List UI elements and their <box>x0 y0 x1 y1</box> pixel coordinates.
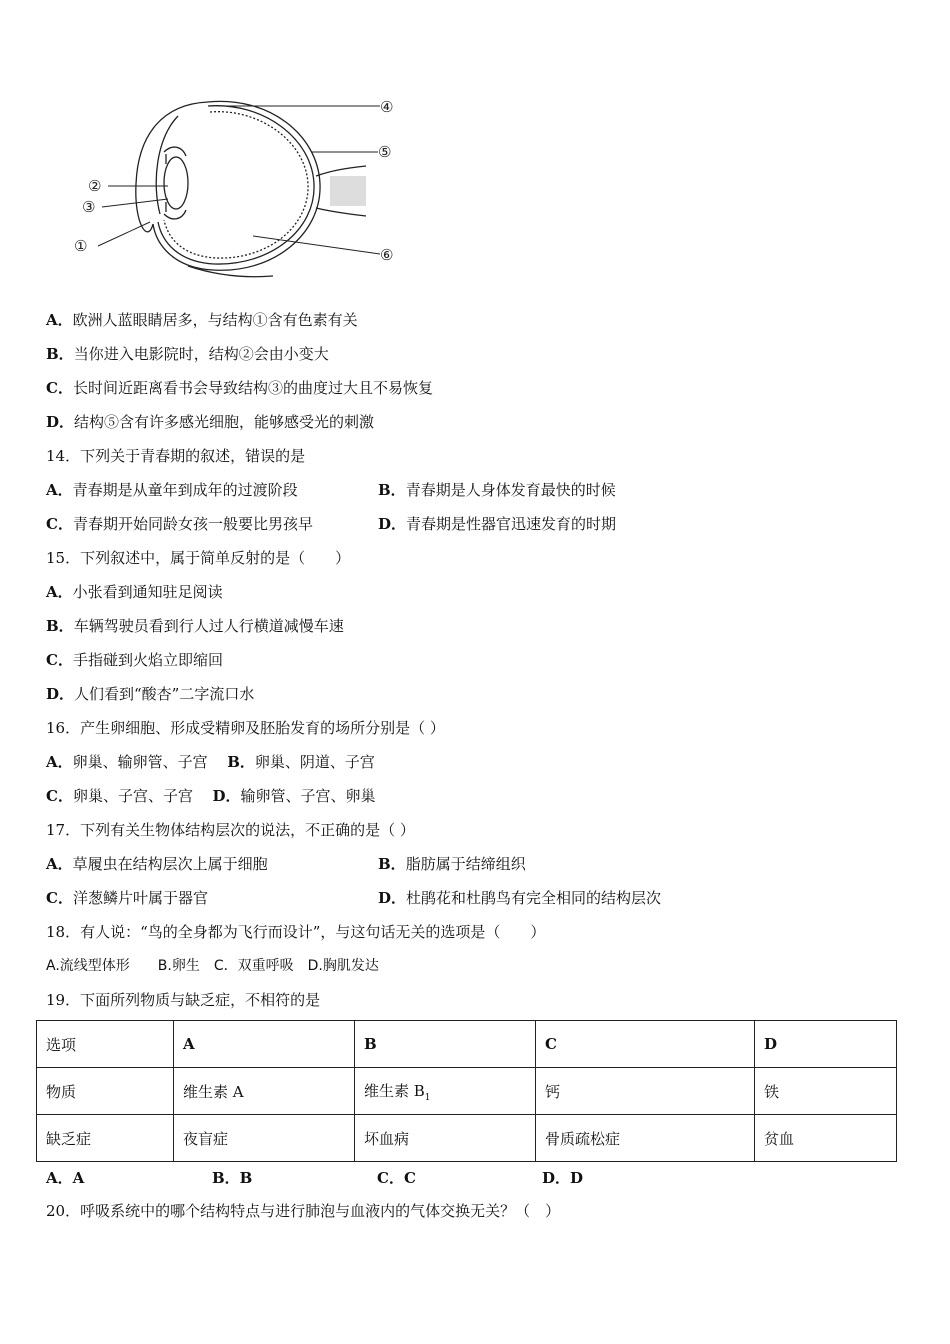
q17-stem: 17．下列有关生物体结构层次的说法，不正确的是（ ） <box>46 821 415 839</box>
eye-structure-diagram <box>68 94 408 284</box>
option-text: 青春期是从童年到成年的过渡阶段 <box>72 481 298 499</box>
label-3: ③ <box>82 198 96 216</box>
q15-stem: 15．下列叙述中，属于简单反射的是（ ） <box>46 549 351 567</box>
option-text: 草履虫在结构层次上属于细胞 <box>72 855 268 873</box>
option-text: 人们看到“酸杏”二字流口水 <box>74 685 255 703</box>
q14-option-d <box>378 514 616 534</box>
q19-stem: 19．下面所列物质与缺乏症，不相符的是 <box>46 991 321 1009</box>
option-text: 长时间近距离看书会导致结构③的曲度过大且不易恢复 <box>72 379 433 397</box>
option-letter: A． <box>46 311 73 329</box>
option-letter: A． <box>46 855 73 873</box>
option-letter: C． <box>46 379 73 397</box>
table-cell: 物质 <box>37 1068 174 1115</box>
q13-option-c <box>46 378 433 398</box>
cell-text: 维生素 A <box>183 1082 244 1101</box>
option-letter: A． <box>46 753 73 771</box>
option-letter: D． <box>212 787 241 805</box>
option-letter: A． <box>46 583 73 601</box>
option-letter: B． <box>378 855 406 873</box>
q19-answer-c: C．C <box>377 1169 416 1187</box>
table-cell: D <box>755 1021 897 1068</box>
option-letter: A． <box>46 481 73 499</box>
option-text: 卵巢、子宫、子宫 <box>72 787 193 805</box>
q17-option-a <box>46 854 268 874</box>
q16-options-line1 <box>46 752 375 772</box>
q16-stem: 16．产生卵细胞、形成受精卵及胚胎发育的场所分别是（ ） <box>46 719 445 737</box>
q13-option-d <box>46 412 374 432</box>
q19-answer-d: D．D <box>542 1169 584 1187</box>
table-cell: 选项 <box>37 1021 174 1068</box>
option-letter: C． <box>46 651 73 669</box>
q13-option-a <box>46 310 358 330</box>
q14-option-a <box>46 480 298 500</box>
option-letter: D． <box>378 515 407 533</box>
table-cell: C <box>536 1021 755 1068</box>
table-cell: 骨质疏松症 <box>536 1115 755 1162</box>
q15-option-b <box>46 616 344 636</box>
q17-option-b <box>378 854 526 874</box>
option-text: 杜鹃花和杜鹃鸟有完全相同的结构层次 <box>406 889 662 907</box>
q14-option-c <box>46 514 313 534</box>
option-letter: B． <box>46 345 74 363</box>
option-text: 当你进入电影院时，结构②会由小变大 <box>73 345 329 363</box>
option-text: 手指碰到火焰立即缩回 <box>72 651 223 669</box>
q17-option-d <box>378 888 661 908</box>
option-letter: D． <box>378 889 407 907</box>
q17-option-c <box>46 888 208 908</box>
label-2: ② <box>88 177 102 195</box>
option-letter: D． <box>46 413 75 431</box>
eye-lens <box>164 157 188 209</box>
option-text: 卵巢、输卵管、子宫 <box>72 753 208 771</box>
q15-option-d <box>46 684 254 704</box>
table-cell: A <box>174 1021 355 1068</box>
q18-options: A.流线型体形 B.卵生 C．双重呼吸 D.胸肌发达 <box>46 958 379 974</box>
option-text: 欧洲人蓝眼睛居多，与结构①含有色素有关 <box>72 311 358 329</box>
option-letter: C． <box>46 787 73 805</box>
option-text: 结构⑤含有许多感光细胞，能够感受光的刺激 <box>74 413 375 431</box>
label-1: ① <box>74 237 88 255</box>
label-6: ⑥ <box>380 246 394 264</box>
table-cell: 坏血病 <box>355 1115 536 1162</box>
q14-option-b <box>378 480 616 500</box>
q14-stem: 14．下列关于青春期的叙述，错误的是 <box>46 447 306 465</box>
option-text: 车辆驾驶员看到行人过人行横道减慢车速 <box>73 617 344 635</box>
q20-stem: 20．呼吸系统中的哪个结构特点与进行肺泡与血液内的气体交换无关？（ ） <box>46 1202 561 1220</box>
option-letter: B． <box>46 617 74 635</box>
table-row <box>37 1068 897 1115</box>
table-cell: 夜盲症 <box>174 1115 355 1162</box>
option-letter: B． <box>378 481 406 499</box>
option-text: 卵巢、阴道、子宫 <box>254 753 375 771</box>
table-cell <box>355 1068 536 1115</box>
q15-option-a <box>46 582 223 602</box>
table-cell: 缺乏症 <box>37 1115 174 1162</box>
table-cell: 铁 <box>755 1068 897 1115</box>
cell-text: 维生素 B <box>364 1081 425 1100</box>
eye-sclera <box>153 101 320 270</box>
table-cell: 钙 <box>536 1068 755 1115</box>
option-letter: C． <box>46 515 73 533</box>
table-row <box>37 1115 897 1162</box>
q18-stem: 18．有人说：“鸟的全身都为飞行而设计”，与这句话无关的选项是（ ） <box>46 923 546 941</box>
option-text: 青春期开始同龄女孩一般要比男孩早 <box>72 515 313 533</box>
table-row <box>37 1021 897 1068</box>
option-text: 洋葱鳞片叶属于器官 <box>72 889 208 907</box>
subscript: 1 <box>424 1092 431 1103</box>
option-text: 小张看到通知驻足阅读 <box>72 583 223 601</box>
option-letter: C． <box>46 889 73 907</box>
option-letter: D． <box>46 685 75 703</box>
label-5: ⑤ <box>378 143 392 161</box>
q13-option-b <box>46 344 329 364</box>
q19-answer-a: A．A <box>46 1169 85 1187</box>
option-text: 青春期是性器官迅速发育的时期 <box>406 515 617 533</box>
q15-option-c <box>46 650 223 670</box>
label-4: ④ <box>380 98 394 116</box>
option-text: 脂肪属于结缔组织 <box>405 855 526 873</box>
q16-options-line2 <box>46 786 376 806</box>
option-text: 青春期是人身体发育最快的时候 <box>405 481 616 499</box>
table-cell: 贫血 <box>755 1115 897 1162</box>
q19-table <box>36 1020 897 1162</box>
q19-answer-b: B．B <box>212 1169 253 1187</box>
eye-cornea <box>136 102 208 232</box>
option-letter: B． <box>227 753 255 771</box>
table-cell <box>174 1068 355 1115</box>
option-text: 输卵管、子宫、卵巢 <box>240 787 376 805</box>
table-cell: B <box>355 1021 536 1068</box>
